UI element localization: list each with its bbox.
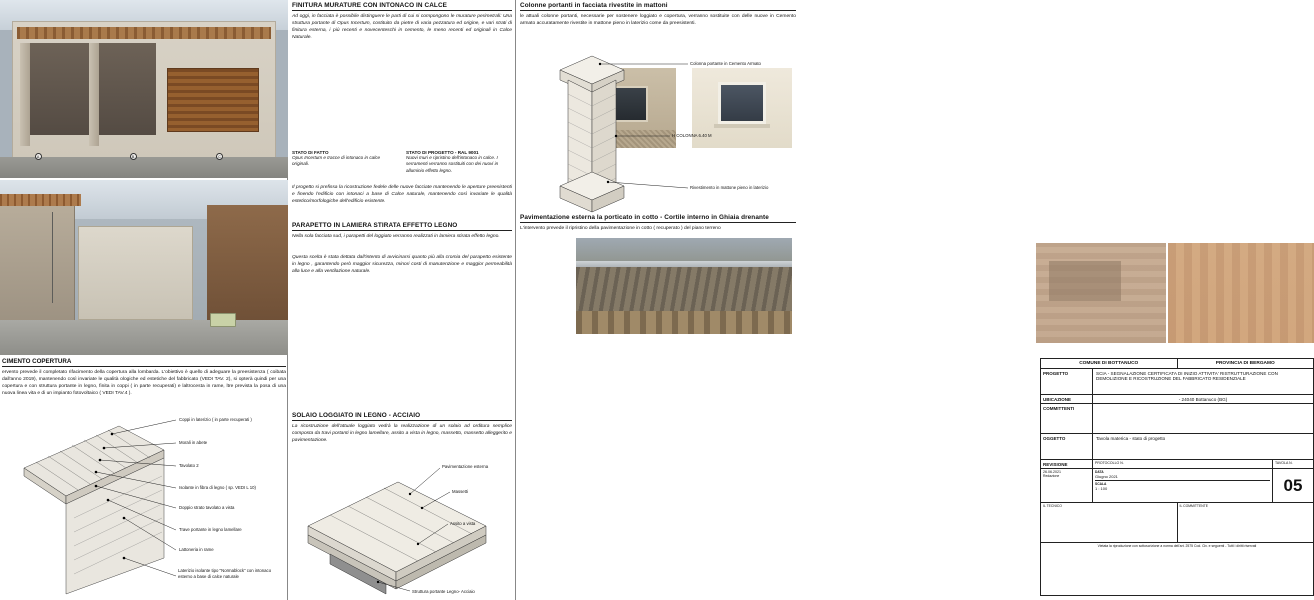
row-committenti [1041, 404, 1313, 434]
parapetto-text-2-wrap [292, 254, 512, 275]
finitura-block [292, 2, 512, 41]
roof-section-title: CIMENTO COPERTURA [2, 358, 286, 367]
photo-facade-existing [0, 0, 288, 178]
roof-stratigraphy-drawing [4, 408, 286, 598]
parapetto-block [292, 222, 512, 240]
finitura-title: FINITURA MURATURE CON INTONACO IN CALCE [292, 2, 512, 11]
tavola-number-cell [1273, 469, 1313, 502]
solaio-text: La ricostruzione dell'attuale loggiato vedrà la realizzazione di un solaio ad orditura semplice composta da travi portanti in legno lamellare, assito a vista in legno, massetto, massetto alleggerito e pavimentazione. [292, 424, 512, 444]
date-scale-cell [1093, 469, 1273, 502]
label-revisione: REVISIONE [1041, 460, 1093, 468]
lamp-post [52, 212, 53, 303]
value-progetto: SCIA - SEGNALAZIONE CERTIFICATA DI INIZIO ATTIVITA' RISTRUTTURAZIONE CON DEMOLIZIONE E RICOSTRUZIONE DEL FABBRICATO RESIDENZIALE [1096, 370, 1278, 381]
finitura-note-text: Il progetto si prefissa la ricostruzione fedele delle nuove facciate mantenendo le aperture preesistenti e finendo l'edificio con intonaci a base di Calce naturale, mantenendo così invariate le qualità estetico/morfologiche dell'edificio esistente. [292, 185, 512, 205]
column-left [20, 43, 30, 146]
footnote-row [1041, 543, 1313, 549]
protocollo-label: PROTOCOLLO N. [1093, 460, 1273, 468]
value-ubicazione: - 24040 Bottanuco (BG) [1178, 396, 1228, 402]
colonne-title: Colonne portanti in facciata rivestite in mattoni [520, 2, 796, 11]
signature-row [1041, 503, 1313, 543]
colonne-block [520, 2, 796, 27]
roof-callout-4: Doppio strato tavolato a vista [179, 505, 235, 510]
finitura-text: Ad oggi, in facciata è possibile distinguere le parti di cui si compongono le murature perimetrali: Una struttura portante di Opus Incertum, costituito da pietre di varia pezzatura ed origine, e vari strati di finitura esterna, i più recenti e novecenteschi in cemento, le meno recenti ed originali in Calce Naturale. [292, 14, 512, 41]
caption-progetto-head: STATO DI PROGETTO - RAL 9001 [406, 150, 479, 155]
value-oggetto: Tavola materica - stato di progetto [1096, 435, 1166, 441]
revision-header [1041, 460, 1313, 469]
roof-callout-7: Laterizio isolante tipo "Normablock" con intonaco esterno a base di calce naturale [178, 568, 272, 579]
column-right [89, 43, 99, 146]
photo-marker-a: A [35, 153, 42, 160]
revision-columns [1093, 460, 1313, 468]
caption-fatto-head: STATO DI FATTO [292, 150, 329, 155]
solaio-callout-3: Struttura portante Legno- Acciaio [412, 589, 475, 594]
label-ubicazione: UBICAZIONE [1041, 395, 1093, 403]
column-axonometric-drawing [520, 36, 796, 234]
roof-callout-6: Lattoneria in rame [179, 547, 214, 552]
pavimentazione-block [520, 214, 796, 232]
cotto-worn-patch [1049, 261, 1121, 301]
caption-stato-di-fatto [292, 150, 396, 168]
photo-cotto-esistente [1036, 243, 1166, 343]
parapetto-text-1: Nella sola facciata sud, i parapetti del loggiato verranno realizzati in lamiera stirata effetto legno. [292, 234, 500, 239]
label-progetto: PROGETTO [1041, 369, 1093, 394]
parapetto-text-2: Questa scelta è stata dettata dall'intento di avvicinarsi quanto più alla cromia del parapetto esistente in legno , garantendo però maggior sicurezza, minori costi di manutenzione e maggior permeabilità alla luce e alla ventilazione naturale. [292, 255, 512, 275]
cell-il-committente: IL COMMITTENTE [1179, 504, 1209, 508]
row-progetto [1041, 369, 1313, 395]
street-surface [0, 320, 288, 355]
photo-marker-c: C [216, 153, 223, 160]
label-oggetto: OGGETTO [1041, 434, 1093, 459]
colonne-callout-0: Colonna portante in Cemento Armato [690, 61, 761, 66]
tavola-number: 05 [1283, 476, 1303, 495]
garage-door [167, 68, 259, 132]
provincia-label: PROVINCIA DI BERGAMO [1215, 361, 1275, 366]
revision-entry [1041, 469, 1093, 502]
comune-label: COMUNE DI BOTTANUCO [1041, 359, 1178, 368]
title-block [1040, 358, 1314, 596]
roof-section-text: ervento prevede il completato rifacimento della copertura alla lombarda. L'obiettivo è quello di adeguare la preesistenza ( coibata dall'anno 2019), mantenendo così invariate le qualità ologiche ed estetiche del fabbricato (VEDI TAV. 2), si opterà quindi per una copertura e con struttura portante in legno, finita in coppi ( in parte recuperati) e laltrocesta in rame, ltre prevista la posa di una nuova linea vita e di un impianto fotovoltaico ( VEDI TAV.4 ). [2, 370, 286, 397]
roof-beam-band [17, 27, 270, 39]
roof-callout-3: Isolante in fibra di legno ( sp. VEDI L 10) [179, 485, 256, 490]
right-column [516, 0, 1303, 600]
caption-fatto-body: Opus Incertum e tracce di intonaco in calce originali. [292, 155, 381, 167]
left-building [0, 198, 75, 328]
caption-progetto-body: Nuovi muri e ripristino dell'intonaco in calce. I serramenti verranno sostituiti con dei nuovi in alluminio effetto legno. [406, 155, 499, 173]
revision-desc: Redazione [1043, 474, 1060, 478]
solaio-callout-1: Massetti [452, 489, 468, 494]
roof-callout-0: Coppi in laterizio ( in parte recuperati ) [179, 417, 252, 422]
roof-callout-2: Tavolato 2 [179, 463, 199, 468]
roof-callout-1: Morali in abete [179, 440, 208, 445]
ground-region [0, 157, 288, 178]
roof-callout-5: Trave portante in legno lamellare [179, 527, 242, 532]
scale-label: SCALA [1095, 482, 1107, 486]
colonne-text: le attuali colonne portanti, necessarie per sostenere loggiato e copertura, verranno sostituite con delle nuove in Cemento armato accuratamente rivestite in mattone pieno in laterizio come da preesistenti. [520, 14, 796, 27]
cotto-texture-2 [1168, 243, 1314, 343]
tavola-label: TAVOLA N. [1275, 461, 1293, 465]
parapetto-title: PARAPETTO IN LAMIERA STIRATA EFFETTO LEGNO [292, 222, 512, 231]
photo-cotto-recuperato [1168, 243, 1314, 343]
cell-il-tecnico: IL TECNICO [1041, 503, 1178, 542]
solaio-axonometric-drawing [290, 448, 514, 598]
colonne-callout-2: Rivestimento in mattone pieno in laterizio [690, 185, 769, 190]
revision-date: 26.06.2021 [1043, 470, 1061, 474]
pavimentazione-text: L'intervento prevede il ripristino della pavimentazione in cotto ( recuperato ) del piano terreno [520, 226, 721, 231]
colonne-callout-1: H COLONNA 6.40 M [672, 133, 712, 138]
date-value: Giugno 2021 [1095, 474, 1270, 481]
value-committenti [1093, 404, 1313, 433]
finitura-note [292, 184, 512, 205]
left-column [0, 0, 288, 600]
caption-stato-di-progetto [406, 150, 512, 174]
left-building-roof [0, 194, 81, 206]
center-building [78, 226, 193, 321]
scale-value: 1 : 100 [1095, 486, 1108, 491]
date-label: DATA [1095, 470, 1104, 474]
row-ubicazione [1041, 395, 1313, 404]
right-building [207, 205, 288, 328]
photo-marker-b: B [130, 153, 137, 160]
solaio-title: SOLAIO LOGGIATO IN LEGNO - ACCIAIO [292, 412, 512, 421]
title-block-footnote: Vietata la riproduzione con sottoscrizione a norma dell'art. 2575 Cod. Civ. e seguenti - Tutti i diritti riservati [1097, 544, 1257, 548]
label-committenti: COMMITTENTI [1041, 404, 1093, 433]
revision-body [1041, 469, 1313, 503]
solaio-callout-0: Pavimentazione esterna [442, 464, 489, 469]
solaio-callout-2: Assito a vista [450, 521, 476, 526]
parked-car [210, 313, 236, 327]
solaio-block [292, 412, 512, 444]
center-column [288, 0, 516, 600]
photo-street-view [0, 180, 288, 355]
title-block-header [1041, 359, 1313, 369]
pavimentazione-title: Pavimentazione esterna la porticato in cotto - Cortile interno in Ghiaia drenante [520, 214, 796, 223]
row-oggetto [1041, 434, 1313, 460]
roof-section-block [2, 358, 286, 397]
